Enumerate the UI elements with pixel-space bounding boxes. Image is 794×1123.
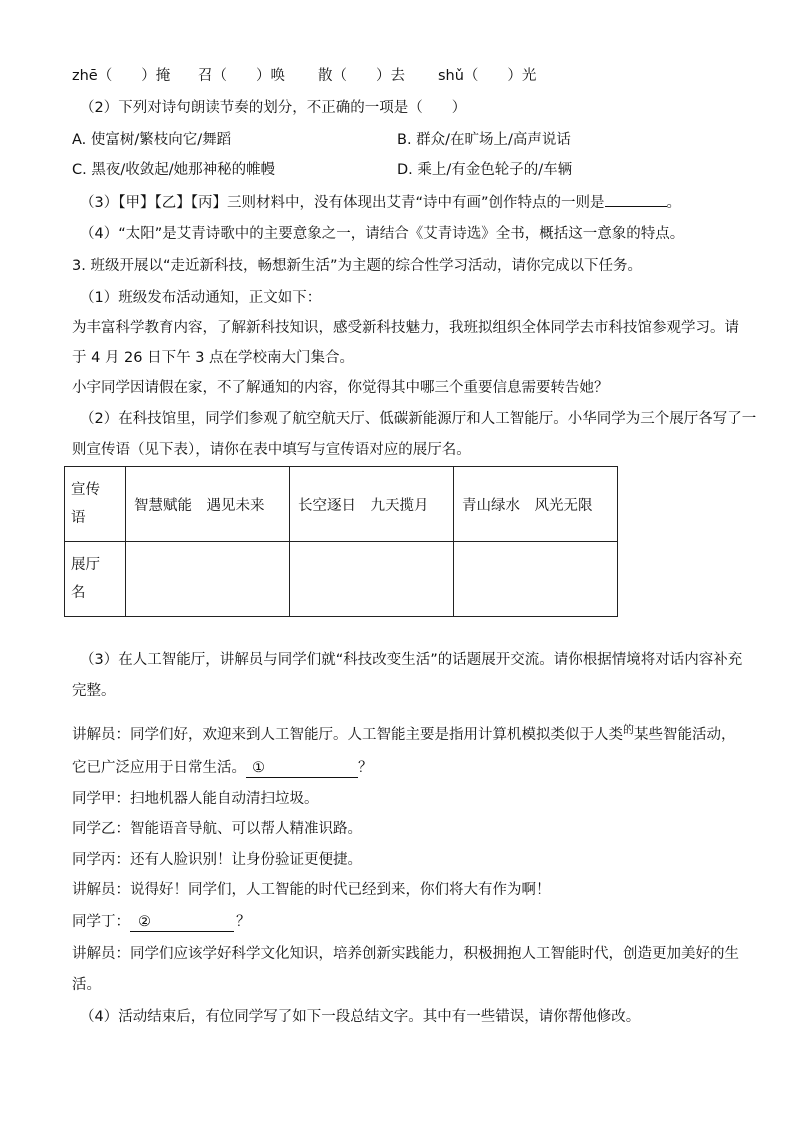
task3-sub1: （1）班级发布活动通知，正文如下： bbox=[80, 290, 322, 306]
header-text: 展厅 bbox=[71, 557, 100, 573]
hall-name-cell-2[interactable] bbox=[290, 542, 454, 617]
dialog-guide-1 bbox=[72, 723, 736, 746]
hall-name-cell-1[interactable] bbox=[126, 542, 290, 617]
dialog-text: 同学丁： bbox=[72, 914, 130, 930]
q3-end-punct: 。 bbox=[666, 195, 681, 211]
row-header-hall-name bbox=[65, 542, 126, 617]
slogan-cell-3: 青山绿水 风光无限 bbox=[454, 467, 618, 542]
sub4-line-1: （4）活动结束后，有位同学写了如下一段总结文字。其中有一些错误，请你帮他修改。 bbox=[80, 1009, 641, 1025]
row-header-slogan bbox=[65, 467, 126, 542]
dialog-text: 某些智能活动， bbox=[634, 727, 736, 743]
q3-line bbox=[80, 192, 740, 213]
blank-number: ① bbox=[252, 760, 265, 776]
header-text: 宣传 bbox=[71, 482, 100, 498]
notice-line-2: 于 4 月 26 日下午 3 点在学校南大门集合。 bbox=[72, 350, 355, 366]
dialog-guide-2 bbox=[72, 758, 732, 778]
notice-question: 小宇同学因请假在家，不了解通知的内容，你觉得其中哪三个重要信息需要转告她？ bbox=[72, 380, 609, 396]
table-row bbox=[65, 467, 618, 542]
pinyin-item-3: 散（ ）去 bbox=[318, 68, 405, 84]
q4-stem: （4）“太阳”是艾青诗歌中的主要意象之一，请结合《艾青诗选》全书，概括这一意象的特点。 bbox=[80, 226, 685, 242]
q2-option-d: D. 乘上/有金色轮子的/车辆 bbox=[397, 162, 573, 178]
dialog-guide-4-line-2: 活。 bbox=[72, 977, 101, 993]
task3-heading: 3. 班级开展以“走近新科技，畅想新生活”为主题的综合性学习活动，请你完成以下任务。 bbox=[72, 258, 642, 274]
dialog-student-jia: 同学甲：扫地机器人能自动清扫垃圾。 bbox=[72, 791, 319, 807]
slogan-cell-1: 智慧赋能 遇见未来 bbox=[126, 467, 290, 542]
slogan-cell-2: 长空逐日 九天揽月 bbox=[290, 467, 454, 542]
answer-blank-2[interactable] bbox=[130, 913, 234, 932]
hall-slogan-table bbox=[64, 466, 618, 617]
q3-stem: （3）【甲】【乙】【丙】三则材料中，没有体现出艾青“诗中有画”创作特点的一则是 bbox=[80, 195, 605, 211]
blank-number: ② bbox=[138, 914, 151, 930]
dialog-guide-3: 讲解员：说得好！同学们，人工智能的时代已经到来，你们将大有作为啊！ bbox=[72, 882, 551, 898]
question-mark: ？ bbox=[236, 914, 251, 930]
answer-blank bbox=[605, 192, 667, 207]
dialog-guide-4-line-1: 讲解员：同学们应该学好科学文化知识，培养创新实践能力，积极拥抱人工智能时代，创造更加美好的生 bbox=[72, 946, 739, 962]
hall-name-cell-3[interactable] bbox=[454, 542, 618, 617]
sub3-line-2: 完整。 bbox=[72, 683, 116, 699]
q2-option-b: B. 群众/在旷场上/高声说话 bbox=[397, 132, 571, 148]
q2-option-c: C. 黑夜/收敛起/她那神秘的帷幔 bbox=[72, 162, 276, 178]
sub3-line-1: （3）在人工智能厅，讲解员与同学们就“科技改变生活”的话题展开交流。请你根据情境将对话内容补充 bbox=[80, 652, 743, 668]
question-mark: ？ bbox=[358, 760, 373, 776]
superscript-char: 的 bbox=[623, 723, 634, 736]
dialog-text: 它已广泛应用于日常生活。 bbox=[72, 760, 246, 776]
dialog-student-yi: 同学乙：智能语音导航、可以帮人精准识路。 bbox=[72, 821, 362, 837]
answer-blank-1[interactable] bbox=[246, 759, 358, 778]
dialog-student-ding bbox=[72, 912, 732, 932]
dialog-student-bing: 同学丙：还有人脸识别！让身份验证更便捷。 bbox=[72, 852, 362, 868]
pinyin-item-1: zhē（ ）掩 bbox=[72, 68, 171, 84]
header-text: 语 bbox=[71, 510, 86, 526]
q2-option-a: A. 使富树/繁枝向它/舞蹈 bbox=[72, 132, 232, 148]
task3-sub2-line-1: （2）在科技馆里，同学们参观了航空航天厅、低碳新能源厅和人工智能厅。小华同学为三个展厅各写了一 bbox=[80, 411, 757, 427]
notice-line-1: 为丰富科学教育内容，了解新科技知识，感受新科技魅力，我班拟组织全体同学去市科技馆参观学习。请 bbox=[72, 320, 739, 336]
table-row bbox=[65, 542, 618, 617]
q2-stem: （2）下列对诗句朗读节奏的划分，不正确的一项是（ ） bbox=[80, 100, 467, 116]
pinyin-item-2: 召（ ）唤 bbox=[198, 68, 285, 84]
pinyin-item-4: shǔ（ ）光 bbox=[438, 68, 537, 84]
header-text: 名 bbox=[71, 585, 86, 601]
dialog-text: 讲解员：同学们好，欢迎来到人工智能厅。人工智能主要是指用计算机模拟类似于人类 bbox=[72, 727, 623, 743]
task3-sub2-line-2: 则宣传语（见下表），请你在表中填写与宣传语对应的展厅名。 bbox=[72, 442, 471, 458]
